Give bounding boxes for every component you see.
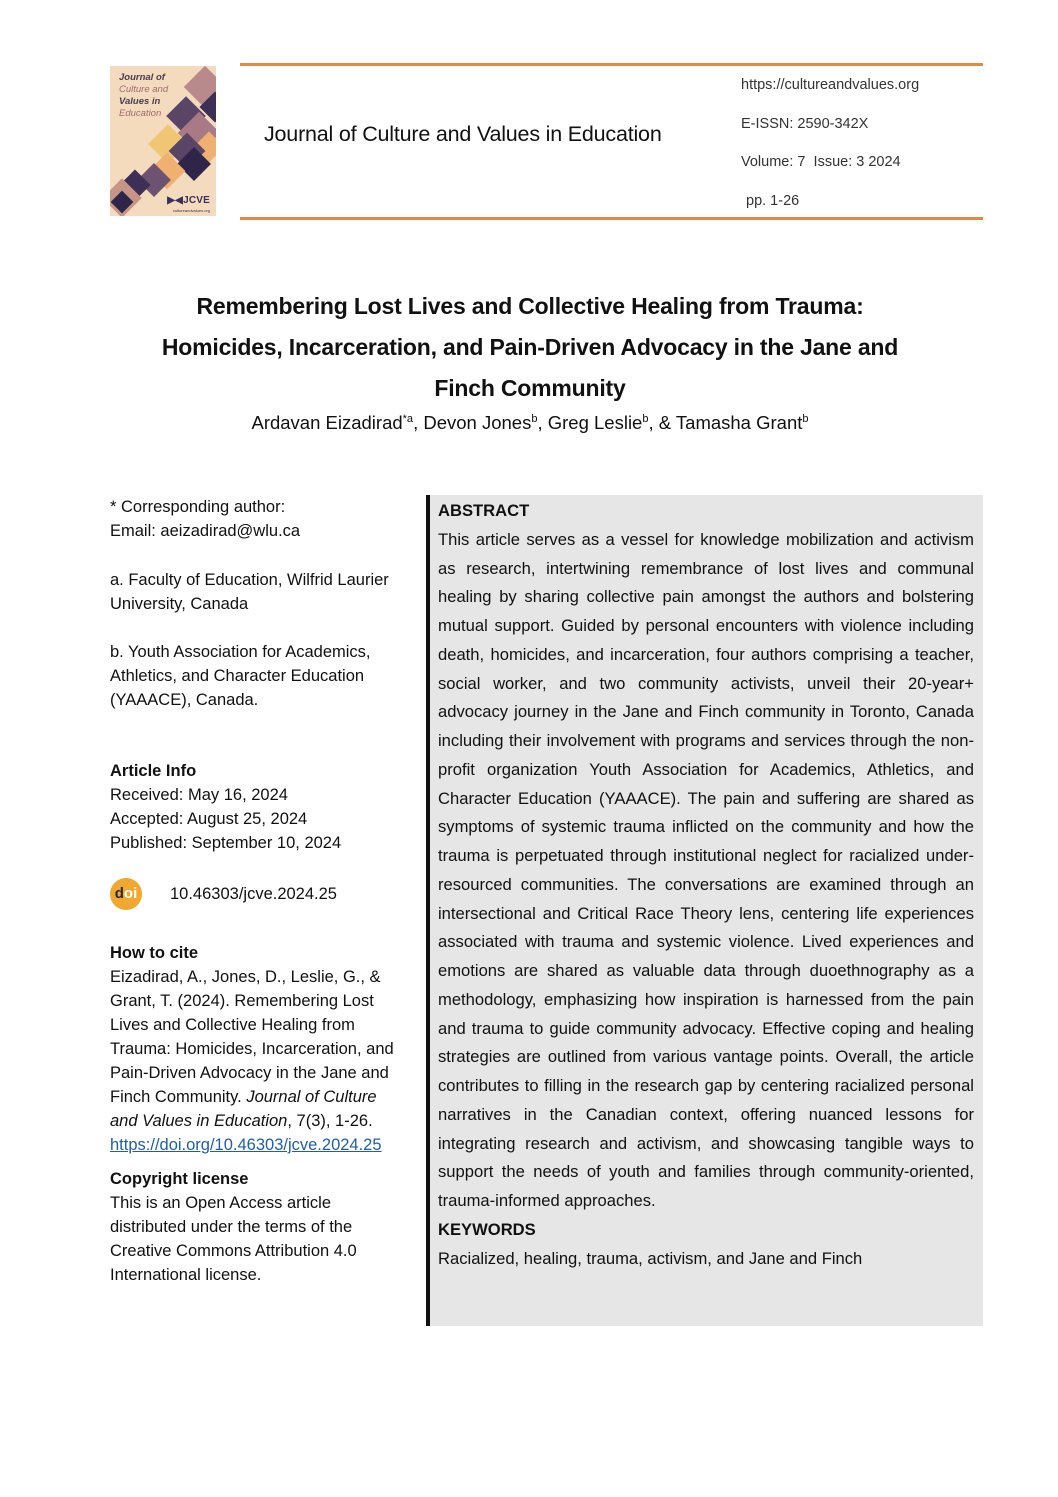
jcve-logo-icon: ▶◀	[167, 195, 184, 206]
copyright-line: International license.	[110, 1266, 262, 1284]
citation-line: Eizadirad, A., Jones, D., Leslie, G., &	[110, 968, 381, 986]
article-title-line: Finch Community	[434, 375, 626, 401]
affiliation-a	[110, 568, 425, 616]
author-name: Tamasha Grant	[675, 412, 803, 433]
author-affiliation-mark: *a	[402, 412, 414, 425]
citation-doi-link[interactable]: https://doi.org/10.46303/jcve.2024.25	[110, 1136, 382, 1154]
copyright-block	[110, 1167, 425, 1287]
affiliation-line: Athletics, and Character Education	[110, 667, 365, 685]
corresponding-author-email[interactable]: Email: aeizadirad@wlu.ca	[110, 522, 301, 540]
cover-title-line: Education	[119, 108, 162, 119]
corresponding-author-block	[110, 495, 425, 543]
citation-line: Pain-Driven Advocacy in the Jane and	[110, 1064, 389, 1082]
how-to-cite-heading: How to cite	[110, 944, 199, 962]
cover-logo	[167, 195, 210, 206]
article-info-block	[110, 759, 425, 855]
copyright-line: Creative Commons Attribution 4.0	[110, 1242, 357, 1260]
author-affiliation-mark: b	[531, 412, 538, 425]
citation-line	[110, 1085, 425, 1109]
doi-icon	[110, 878, 142, 910]
abstract-panel	[426, 495, 983, 1326]
keywords-heading: KEYWORDS	[438, 1219, 536, 1239]
author-list	[100, 412, 960, 434]
citation-line: Lives and Collective Healing from	[110, 1016, 355, 1034]
journal-cover-image	[110, 66, 216, 216]
author-affiliation-mark: b	[642, 412, 649, 425]
cover-title-line: Journal of	[119, 72, 165, 83]
article-title-line: Homicides, Incarceration, and Pain-Driven Advocacy in the Jane and	[161, 334, 899, 360]
copyright-line: This is an Open Access article	[110, 1194, 332, 1212]
cover-title-line: Values in	[119, 96, 161, 107]
citation-journal-italic: Journal of Culture	[246, 1088, 377, 1106]
doi-value[interactable]: 10.46303/jcve.2024.25	[170, 885, 337, 903]
accepted-date: Accepted: August 25, 2024	[110, 810, 308, 828]
journal-volume-issue: Volume: 7 Issue: 3 2024	[741, 154, 901, 170]
journal-name: Journal of Culture and Values in Education	[264, 122, 662, 146]
journal-eissn: E-ISSN: 2590-342X	[741, 116, 869, 132]
abstract-text: This article serves as a vessel for knowledge mobilization and activism as research, intertwining remembrance of lost lives and communal healing by sharing collective pain amongst the authors and bolstering mutual support. Guided by personal encounters with violence including death, homicides, and incarceration, four authors comprising a teacher, social worker, and two community activists, unveil their 20-year+ advocacy journey in the Jane and Finch community in Toronto, Canada including their involvement with programs and services through the non-profit organization Youth Association for Academics, Athletics, and Character Education (YAAACE). The pain and suffering are shared as symptoms of systemic trauma inflicted on the community and how the trauma is perpetuated through institutional neglect for racialized under-resourced communities. The conversations are examined through an intersectional and Critical Race Theory lens, centering life experiences associated with trauma and systemic violence. Lived experiences and emotions are shared as valuable data through duoethnography as a methodology, emphasizing how inspiration is harnessed from the pain and trauma to guide community advocacy. Effective coping and healing strategies are outlined from various vantage points. Overall, the article contributes to filling in the research gap by centering racialized personal narratives in the Canadian context, offering nuanced lessons for integrating research and activism, and showcasing tangible ways to support the needs of youth and families through community-oriented, trauma-informed approaches.	[438, 529, 974, 1210]
cover-title-line: Culture and	[119, 84, 169, 95]
citation-line: Trauma: Homicides, Incarceration, and	[110, 1040, 394, 1058]
citation-line: Grant, T. (2024). Remembering Lost	[110, 992, 374, 1010]
copyright-heading: Copyright license	[110, 1170, 249, 1188]
doi-icon-d: d	[114, 885, 124, 902]
citation-journal-italic: and Values in Education	[110, 1112, 288, 1130]
affiliation-b	[110, 640, 425, 712]
author-separator: , &	[648, 412, 676, 433]
author-separator: ,	[537, 412, 548, 433]
author-name: Greg Leslie	[547, 412, 643, 433]
how-to-cite-block	[110, 941, 425, 1157]
received-date: Received: May 16, 2024	[110, 786, 288, 804]
doi-icon-oi: oi	[123, 885, 138, 902]
affiliation-line: University, Canada	[110, 595, 249, 613]
abstract-heading: ABSTRACT	[438, 501, 530, 520]
affiliation-line: a. Faculty of Education, Wilfrid Laurier	[110, 571, 389, 589]
cover-logo-text: JCVE	[183, 195, 210, 206]
citation-text: Finch Community.	[110, 1088, 247, 1106]
header-top-rule	[240, 63, 983, 66]
keywords-text: Racialized, healing, trauma, activism, and Jane and Finch	[438, 1248, 863, 1268]
author-name: Devon Jones	[423, 412, 532, 433]
corresponding-author-label: * Corresponding author:	[110, 498, 286, 516]
citation-text: , 7(3), 1-26.	[287, 1112, 373, 1130]
journal-pages: pp. 1-26	[746, 193, 800, 209]
published-date: Published: September 10, 2024	[110, 834, 342, 852]
article-title-line: Remembering Lost Lives and Collective Healing from Trauma:	[196, 293, 864, 319]
copyright-line: distributed under the terms of the	[110, 1218, 353, 1236]
cover-logo-subtext: cultureandvalues.org	[172, 208, 210, 213]
author-separator: ,	[413, 412, 424, 433]
affiliation-line: b. Youth Association for Academics,	[110, 643, 371, 661]
author-affiliation-mark: b	[802, 412, 809, 425]
affiliation-line: (YAAACE), Canada.	[110, 691, 259, 709]
article-info-heading: Article Info	[110, 762, 197, 780]
author-name: Ardavan Eizadirad	[251, 412, 403, 433]
citation-line	[110, 1109, 425, 1133]
header-bottom-rule	[240, 217, 983, 220]
article-title	[100, 286, 960, 409]
journal-url[interactable]: https://cultureandvalues.org	[741, 77, 920, 93]
